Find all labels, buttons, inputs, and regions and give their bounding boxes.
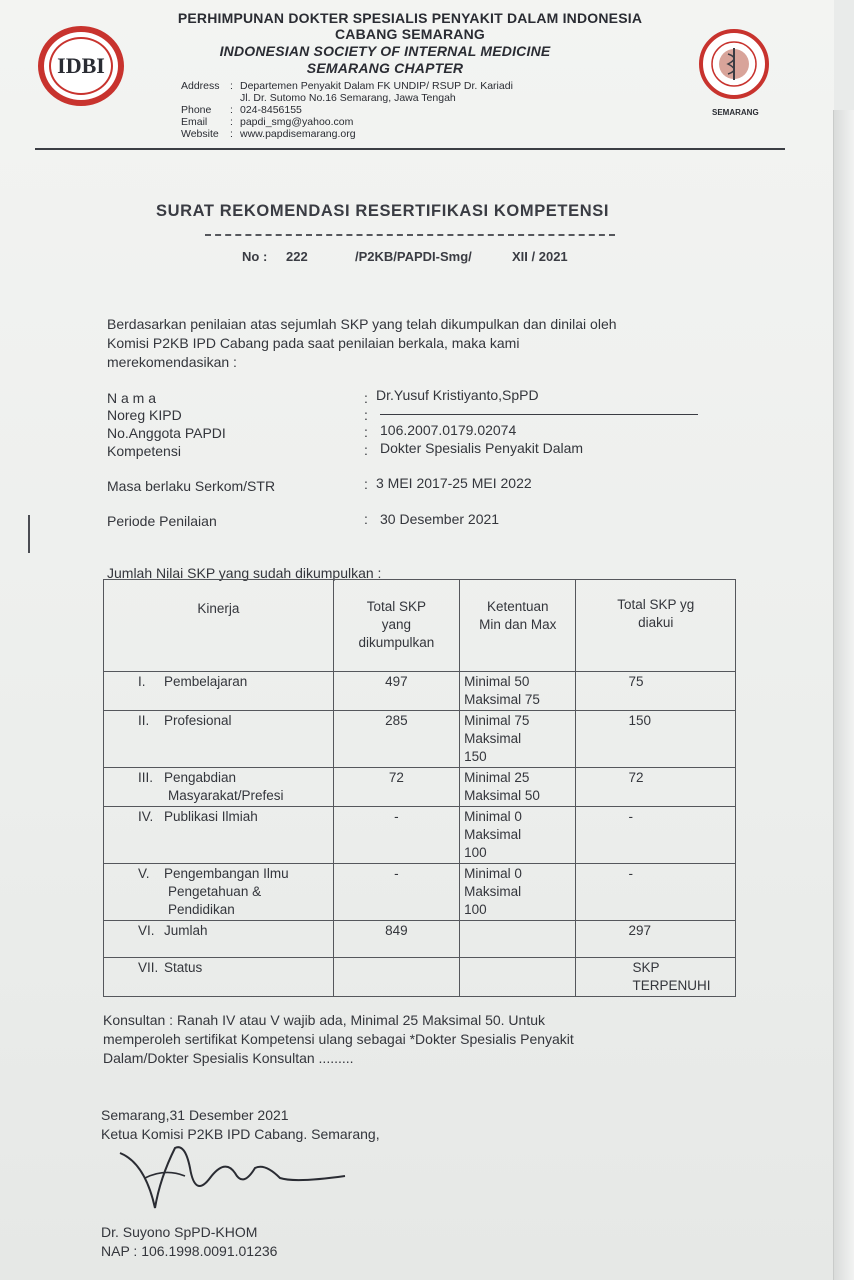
phone-value: 024-8456155 — [240, 104, 302, 116]
table-row — [104, 921, 736, 958]
email-value: papdi_smg@yahoo.com — [240, 116, 354, 128]
address-line1: Departemen Penyakit Dalam FK UNDIP/ RSUP Dr. Kariadi — [240, 80, 513, 92]
nama-value: Dr.Yusuf Kristiyanto,SpPD — [376, 387, 539, 403]
note-line2: memperoleh sertifikat Kompetensi ulang sebagai *Dokter Spesialis Penyakit — [103, 1031, 574, 1047]
periode-value: 30 Desember 2021 — [380, 511, 500, 527]
phone-label: Phone — [181, 104, 212, 116]
noreg-label: Noreg KIPD — [107, 407, 182, 423]
row-ketentuan — [460, 958, 576, 997]
margin-mark — [28, 515, 30, 553]
row-diakui: - — [576, 864, 736, 921]
table-row — [104, 958, 736, 997]
org-chapter-en: SEMARANG CHAPTER — [306, 60, 464, 76]
row-diakui: 72 — [576, 768, 736, 807]
table-row — [104, 768, 736, 807]
note-line3: Dalam/Dokter Spesialis Konsultan ......... — [103, 1050, 354, 1066]
address-label: Address — [181, 80, 220, 92]
row-total: - — [333, 864, 459, 921]
row-kinerja: VII. Status — [104, 958, 334, 997]
header-total: Total SKP yang dikumpulkan — [333, 580, 459, 672]
intro-line2: Komisi P2KB IPD Cabang pada saat penilaian berkala, maka kami — [107, 335, 520, 351]
row-diakui: 75 — [576, 672, 736, 711]
row-diakui: 297 — [576, 921, 736, 958]
website-label: Website — [181, 128, 219, 140]
row-total: 285 — [333, 711, 459, 768]
signer-nap: NAP : 106.1998.0091.01236 — [101, 1243, 278, 1259]
row-total — [333, 958, 459, 997]
number-label: No : — [242, 249, 268, 264]
letter-number-code: /P2KB/PAPDI-Smg/ — [355, 249, 472, 264]
header-ketentuan: Ketentuan Min dan Max — [460, 580, 576, 672]
row-ketentuan: Minimal 0 Maksimal 100 — [460, 807, 576, 864]
row-kinerja: V. Pengembangan Ilmu Pengetahuan & Pendidikan — [104, 864, 334, 921]
page-edge — [833, 110, 854, 1280]
header-kinerja: Kinerja — [104, 580, 334, 672]
table-header-row — [104, 580, 736, 672]
email-label: Email — [181, 116, 208, 128]
masa-label: Masa berlaku Serkom/STR — [107, 478, 276, 494]
row-kinerja: III. Pengabdian Masyarakat/Prefesi — [104, 768, 334, 807]
row-ketentuan: Minimal 75 Maksimal 150 — [460, 711, 576, 768]
org-chapter-id: CABANG SEMARANG — [335, 26, 485, 42]
title-underline — [205, 234, 615, 236]
letterhead-divider — [35, 148, 785, 150]
address-line2: Jl. Dr. Sutomo No.16 Semarang, Jawa Tengah — [240, 92, 456, 104]
row-total: 72 — [333, 768, 459, 807]
place-date: Semarang,31 Desember 2021 — [101, 1107, 289, 1123]
noreg-value — [380, 400, 698, 415]
row-ketentuan — [460, 921, 576, 958]
seal-caption: SEMARANG — [712, 108, 759, 117]
row-kinerja: II. Profesional — [104, 711, 334, 768]
colon: : — [364, 390, 368, 406]
signer-name: Dr. Suyono SpPD-KHOM — [101, 1224, 258, 1240]
header-diakui: Total SKP yg diakui — [576, 580, 736, 672]
kompetensi-label: Kompetensi — [107, 443, 181, 459]
row-ketentuan: Minimal 0 Maksimal 100 — [460, 864, 576, 921]
table-row — [104, 864, 736, 921]
row-kinerja: VI. Jumlah — [104, 921, 334, 958]
masa-value: 3 MEI 2017-25 MEI 2022 — [376, 475, 532, 491]
letter-number: 222 — [286, 249, 308, 264]
intro-line3: merekomendasikan : — [107, 354, 237, 370]
colon: : — [364, 424, 368, 440]
anggota-value: 106.2007.0179.02074 — [380, 422, 517, 438]
letter-number-period: XII / 2021 — [512, 249, 568, 264]
anggota-label: No.Anggota PAPDI — [107, 425, 226, 441]
website-value: www.papdisemarang.org — [240, 128, 356, 140]
letter-title: SURAT REKOMENDASI RESERTIFIKASI KOMPETENSI — [156, 202, 610, 220]
row-ketentuan: Minimal 50 Maksimal 75 — [460, 672, 576, 711]
logo-left-text: IDBI — [49, 37, 113, 95]
periode-label: Periode Penilaian — [107, 513, 217, 529]
row-diakui: - — [576, 807, 736, 864]
signature — [115, 1138, 355, 1218]
table-caption: Jumlah Nilai SKP yang sudah dikumpulkan : — [107, 565, 382, 581]
kompetensi-value: Dokter Spesialis Penyakit Dalam — [380, 440, 584, 456]
colon: : — [364, 442, 368, 458]
org-name-en: INDONESIAN SOCIETY OF INTERNAL MEDICINE — [219, 43, 551, 59]
row-total: - — [333, 807, 459, 864]
table-row — [104, 672, 736, 711]
row-kinerja: IV. Publikasi Ilmiah — [104, 807, 334, 864]
colon: : — [364, 476, 368, 492]
row-diakui: 150 — [576, 711, 736, 768]
row-total: 849 — [333, 921, 459, 958]
org-name-id: PERHIMPUNAN DOKTER SPESIALIS PENYAKIT DALAM INDONESIA — [177, 10, 643, 26]
nama-label: N a m a — [107, 390, 157, 406]
row-ketentuan: Minimal 25 Maksimal 50 — [460, 768, 576, 807]
colon: : — [364, 511, 368, 527]
row-total: 497 — [333, 672, 459, 711]
row-kinerja: I. Pembelajaran — [104, 672, 334, 711]
row-diakui: SKP TERPENUHI — [576, 958, 736, 997]
note-line1: Konsultan : Ranah IV atau V wajib ada, Minimal 25 Maksimal 50. Untuk — [103, 1012, 546, 1028]
table-row — [104, 807, 736, 864]
intro-line1: Berdasarkan penilaian atas sejumlah SKP yang telah dikumpulkan dan dinilai oleh — [107, 316, 617, 332]
table-row — [104, 711, 736, 768]
signer-role: Ketua Komisi P2KB IPD Cabang. Semarang, — [101, 1126, 380, 1142]
skp-table — [103, 579, 736, 997]
colon: : — [364, 407, 368, 423]
